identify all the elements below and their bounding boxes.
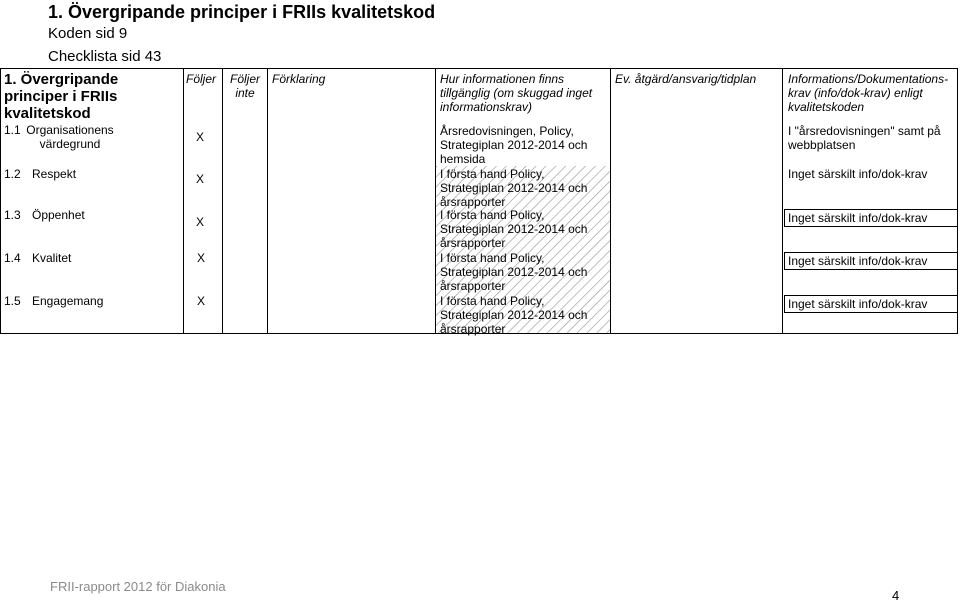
- row-number-1-4: 1.4: [4, 251, 21, 265]
- row-foljer-inte-1-1: X: [196, 130, 205, 144]
- row-foljer-inte-1-2: X: [196, 172, 205, 186]
- col-header-krav: Informations/Dokumentations- krav (info/dok-krav) enligt kvalitetskoden: [788, 72, 949, 114]
- footer-text: FRII-rapport 2012 för Diakonia: [50, 579, 226, 594]
- row-number-1-3: 1.3: [4, 208, 21, 222]
- col-header-forklaring: Förklaring: [272, 72, 326, 86]
- row-foljer-1-4: X: [197, 251, 206, 265]
- row-info-1-3: I första hand Policy, Strategiplan 2012-2014 och årsrapporter: [440, 208, 588, 250]
- col-header-info: Hur informationen finns tillgänglig (om skuggad inget informationskrav): [440, 72, 593, 114]
- row-info-1-4: I första hand Policy, Strategiplan 2012-2014 och årsrapporter: [440, 251, 588, 293]
- row-info-1-1: Årsredovisningen, Policy, Strategiplan 2012-2014 och hemsida: [440, 124, 588, 166]
- row-name-1-3: Öppenhet: [32, 208, 85, 222]
- col-header-foljer-inte: Följer inte: [229, 72, 260, 100]
- row-number-1-1: 1.1: [4, 123, 21, 137]
- row-krav-1-3: Inget särskilt info/dok-krav: [784, 209, 958, 227]
- row-foljer-inte-1-3: X: [196, 215, 205, 229]
- page-number: 4: [892, 588, 900, 603]
- page-heading: 1. Övergripande principer i FRIIs kvalitetskod: [48, 2, 436, 22]
- section-title: 1. Övergripande principer i FRIIs kvalitetskod: [4, 71, 119, 122]
- code-page-ref: Koden sid 9: [48, 25, 128, 42]
- row-number-1-2: 1.2: [4, 167, 21, 181]
- row-number-1-5: 1.5: [4, 294, 21, 308]
- row-krav-1-4: Inget särskilt info/dok-krav: [784, 252, 958, 270]
- row-krav-1-1: I "årsredovisningen" samt på webbplatsen: [788, 124, 941, 152]
- row-name-1-2: Respekt: [32, 167, 77, 181]
- row-name-1-4: Kvalitet: [32, 251, 72, 265]
- checklist-table: [0, 68, 958, 334]
- row-info-1-2: I första hand Policy, Strategiplan 2012-2014 och årsrapporter: [440, 167, 588, 209]
- row-name-1-5: Engagemang: [32, 294, 104, 308]
- col-header-atgard: Ev. åtgärd/ansvarig/tidplan: [615, 72, 757, 86]
- checklist-page-ref: Checklista sid 43: [48, 48, 162, 65]
- row-info-1-5: I första hand Policy, Strategiplan 2012-2014 och årsrapporter: [440, 294, 588, 336]
- row-name-1-1: Organisationens värdegrund: [26, 123, 114, 151]
- row-krav-1-2: Inget särskilt info/dok-krav: [788, 167, 928, 181]
- row-foljer-1-5: X: [197, 294, 206, 308]
- row-krav-1-5: Inget särskilt info/dok-krav: [784, 295, 958, 313]
- col-header-foljer: Följer: [186, 72, 217, 86]
